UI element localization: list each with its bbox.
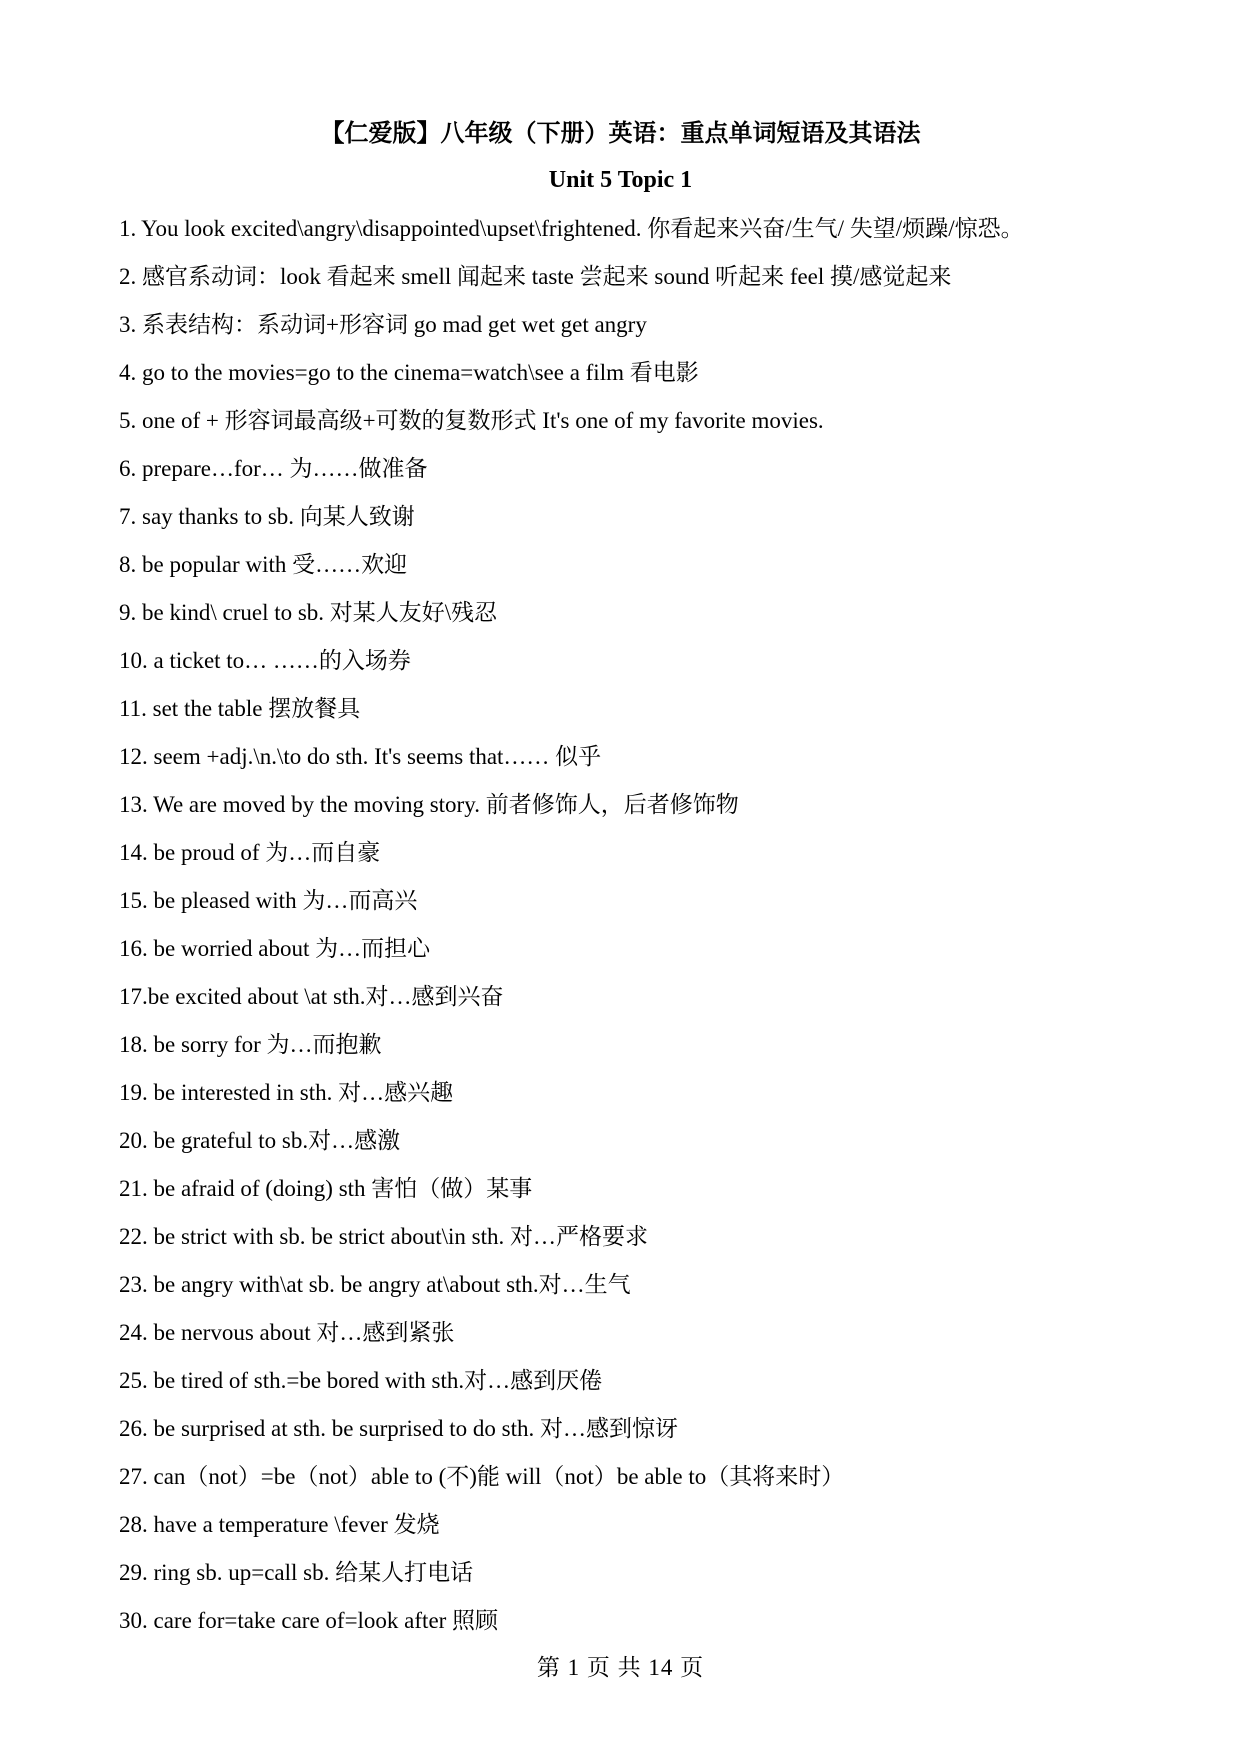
list-item: 12. seem +adj.\n.\to do sth. It's seems that…… 似乎 (119, 744, 602, 769)
list-item: 6. prepare…for… 为……做准备 (119, 456, 428, 481)
list-item: 4. go to the movies=go to the cinema=watch\see a film 看电影 (119, 360, 699, 385)
document-subtitle: Unit 5 Topic 1 (548, 167, 693, 193)
list-item: 13. We are moved by the moving story. 前者修饰人，后者修饰物 (119, 792, 739, 817)
list-item: 5. one of + 形容词最高级+可数的复数形式 It's one of my favorite movies. (119, 408, 824, 433)
list-item: 23. be angry with\at sb. be angry at\about sth.对…生气 (119, 1272, 631, 1297)
vocabulary-list (119, 213, 1179, 1653)
list-item: 26. be surprised at sth. be surprised to do sth. 对…感到惊讶 (119, 1416, 678, 1441)
list-item: 25. be tired of sth.=be bored with sth.对…感到厌倦 (119, 1368, 603, 1393)
list-item: 15. be pleased with 为…而高兴 (119, 888, 418, 913)
list-item: 11. set the table 摆放餐具 (119, 696, 361, 721)
list-item: 9. be kind\ cruel to sb. 对某人友好\残忍 (119, 600, 498, 625)
list-item: 30. care for=take care of=look after 照顾 (119, 1608, 499, 1633)
list-item: 20. be grateful to sb.对…感激 (119, 1128, 401, 1153)
list-item: 3. 系表结构：系动词+形容词 go mad get wet get angry (119, 312, 647, 337)
list-item: 19. be interested in sth. 对…感兴趣 (119, 1080, 454, 1105)
list-item: 21. be afraid of (doing) sth 害怕（做）某事 (119, 1176, 533, 1201)
list-item: 1. You look excited\angry\disappointed\upset\frightened. 你看起来兴奋/生气/ 失望/烦躁/惊恐。 (119, 216, 1024, 241)
list-item: 16. be worried about 为…而担心 (119, 936, 431, 961)
document-title: 【仁爱版】八年级（下册）英语：重点单词短语及其语法 (320, 121, 921, 147)
list-item: 10. a ticket to… ……的入场券 (119, 648, 411, 673)
list-item: 28. have a temperature \fever 发烧 (119, 1512, 440, 1537)
list-item: 14. be proud of 为…而自豪 (119, 840, 381, 865)
list-item: 18. be sorry for 为…而抱歉 (119, 1032, 382, 1057)
list-item: 8. be popular with 受……欢迎 (119, 552, 408, 577)
list-item: 24. be nervous about 对…感到紧张 (119, 1320, 455, 1345)
list-item: 22. be strict with sb. be strict about\in sth. 对…严格要求 (119, 1224, 648, 1249)
list-item: 27. can（not）=be（not）able to (不)能 will（not）be able to（其将来时） (119, 1464, 845, 1489)
list-item: 2. 感官系动词：look 看起来 smell 闻起来 taste 尝起来 sound 听起来 feel 摸/感觉起来 (119, 264, 952, 289)
list-item: 7. say thanks to sb. 向某人致谢 (119, 504, 415, 529)
page-number-footer: 第 1 页 共 14 页 (536, 1655, 705, 1680)
list-item: 17.be excited about \at sth.对…感到兴奋 (119, 984, 504, 1009)
list-item: 29. ring sb. up=call sb. 给某人打电话 (119, 1560, 474, 1585)
